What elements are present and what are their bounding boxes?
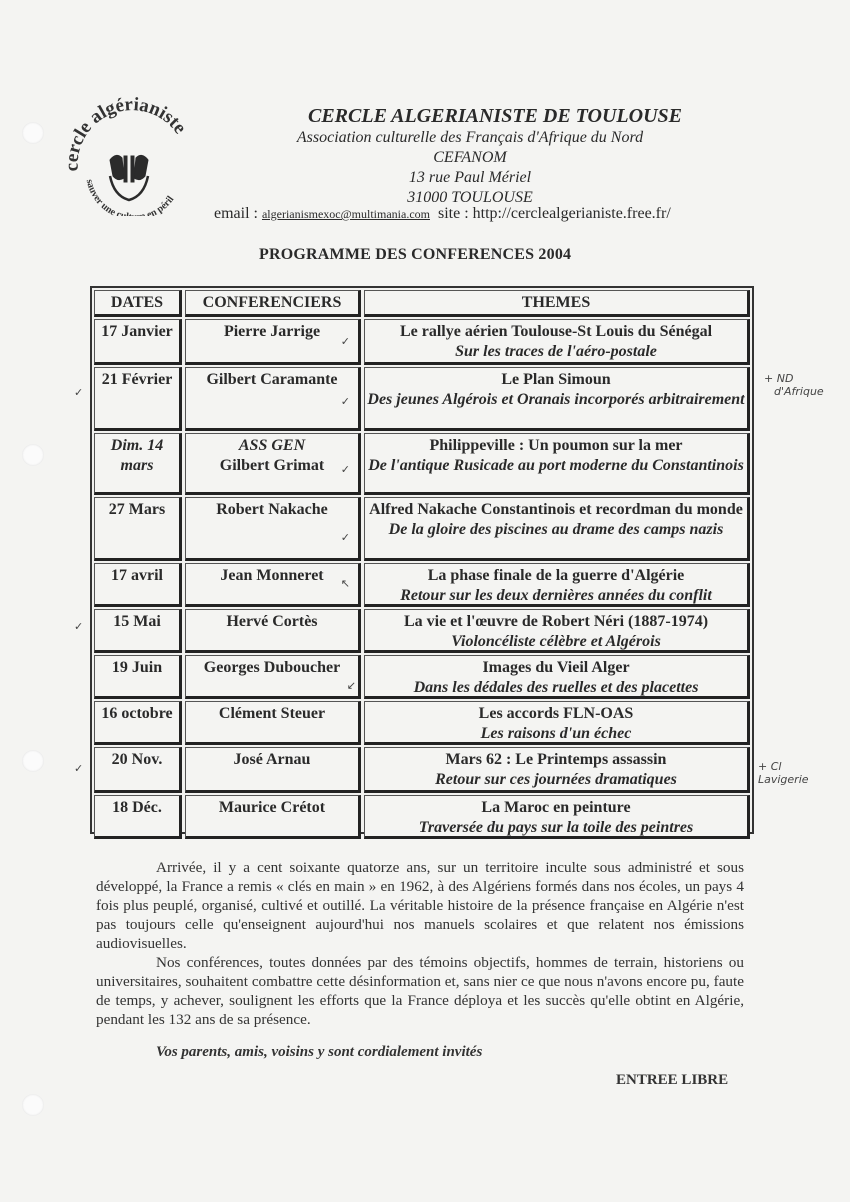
theme-cell: Le rallye aérien Toulouse-St Louis du Sénégal Sur les traces de l'aéro-postale — [364, 319, 750, 365]
date-cell: 27 Mars — [94, 497, 182, 561]
street-address: 13 rue Paul Mériel — [408, 169, 532, 186]
table-row — [94, 319, 750, 365]
site-link[interactable]: http://cerclealgerianiste.free.fr/ — [472, 205, 671, 222]
check-mark-icon: ✓ — [340, 464, 350, 476]
subtheme: Des jeunes Algérois et Oranais incorporés arbitrairement — [367, 391, 745, 408]
organization-title: CERCLE ALGERIANISTE DE TOULOUSE — [308, 105, 682, 127]
hand-feet-emblem-icon — [110, 155, 148, 200]
speaker-cell: Jean Monneret ↖ — [185, 563, 361, 607]
theme-cell: Alfred Nakache Constantinois et recordman du monde De la gloire des piscines au drame des camps nazis — [364, 497, 750, 561]
date-cell: 19 Juin — [94, 655, 182, 699]
invitation-line: Vos parents, amis, voisins y sont cordialement invités — [156, 1044, 483, 1060]
contact-line — [214, 205, 671, 223]
letterhead — [200, 104, 740, 208]
speaker-cell: Hervé Cortès — [185, 609, 361, 653]
margin-check-icon: ✓ — [74, 387, 84, 399]
logo-top-text: cercle algérianiste — [61, 96, 191, 172]
email-link[interactable]: algerianismexoc@multimania.com — [261, 207, 430, 221]
svg-text:sauver une culture en péril — [84, 178, 177, 216]
arrow-mark-icon: ↙ — [346, 680, 356, 692]
theme-cell: Mars 62 : Le Printemps assassin Retour sur ces journées dramatiques — [364, 747, 750, 793]
theme-cell: Les accords FLN-OAS Les raisons d'un échec — [364, 701, 750, 745]
check-mark-icon: ✓ — [340, 396, 350, 408]
theme-cell: Images du Vieil Alger Dans les dédales des ruelles et des placettes — [364, 655, 750, 699]
punch-hole — [22, 444, 44, 466]
table-row — [94, 497, 750, 561]
speaker-note: ASS GEN — [238, 437, 306, 454]
speaker-cell: ASS GEN Gilbert Grimat ✓ — [185, 433, 361, 495]
paragraph: Arrivée, il y a cent soixante quatorze ans, sur un territoire inculte sous administré et sous développé, la France a remis « clés en main » en 1962, à des Algériens formés dans nos écoles, un pays 4 fois plus peuplé, organisé, cultivé et outillé. La véritable histoire de la présence française en Algérie n'est pas toujours celle qu'enseignent aujourd'hui nos manuels scolaires et que relatent nos émissions audiovisuelles. — [96, 859, 744, 952]
date-cell: Dim. 14 mars — [94, 433, 182, 495]
free-entry-notice: ENTREE LIBRE — [616, 1072, 729, 1088]
subtheme: Retour sur ces journées dramatiques — [435, 771, 677, 788]
punch-hole — [22, 122, 44, 144]
date-cell: 17 Janvier — [94, 319, 182, 365]
subtheme: Dans les dédales des ruelles et des placettes — [413, 679, 699, 696]
speaker-cell: Pierre Jarrige ✓ — [185, 319, 361, 365]
theme-cell: Le Plan Simoun Des jeunes Algérois et Oranais incorporés arbitrairement — [364, 367, 750, 431]
logo — [58, 96, 198, 216]
table-row — [94, 367, 750, 431]
punch-hole — [22, 750, 44, 772]
table-row — [94, 655, 750, 699]
speaker-cell: Gilbert Caramante ✓ — [185, 367, 361, 431]
margin-check-icon: ✓ — [74, 621, 84, 633]
email-label: email : — [214, 205, 258, 222]
subtheme: Sur les traces de l'aéro-postale — [455, 343, 657, 360]
theme-cell: La phase finale de la guerre d'Algérie Retour sur les deux dernières années du conflit — [364, 563, 750, 607]
speaker-cell: Maurice Crétot — [185, 795, 361, 839]
table-row — [94, 563, 750, 607]
table-row — [94, 701, 750, 745]
site-label: site : — [437, 205, 469, 222]
table-row — [94, 609, 750, 653]
subtheme: De l'antique Rusicade au port moderne du Constantinois — [368, 457, 744, 474]
date-cell: 18 Déc. — [94, 795, 182, 839]
date-cell: 16 octobre — [94, 701, 182, 745]
subtheme: De la gloire des piscines au drame des camps nazis — [388, 521, 724, 538]
date-cell: 21 Février — [94, 367, 182, 431]
body-text — [96, 858, 744, 1029]
table-row — [94, 433, 750, 495]
date-cell: 20 Nov. — [94, 747, 182, 793]
subtheme: Les raisons d'un échec — [480, 725, 632, 742]
handwritten-note: + Cl Lavigerie — [758, 760, 809, 786]
speaker-cell: José Arnau — [185, 747, 361, 793]
paragraph: Nos conférences, toutes données par des témoins objectifs, hommes de terrain, historiens ou universitaires, souhaitent combattre cette désinformation et, sans nier ce que nous n'avons encore pu, faute de temps, y achever, soulignent les efforts que la France déploya et les succès qu'elle obtint en Algérie, pendant les 132 ans de sa présence. — [96, 954, 744, 1028]
date-cell: 17 avril — [94, 563, 182, 607]
organization-acronym: CEFANOM — [433, 149, 507, 166]
check-mark-icon: ✓ — [340, 336, 350, 348]
subtheme: Traversée du pays sur la toile des peintres — [418, 819, 694, 836]
programme-title: PROGRAMME DES CONFERENCES 2004 — [259, 246, 572, 263]
handwritten-note: + ND d'Afrique — [764, 372, 824, 398]
theme-cell: La Maroc en peinture Traversée du pays sur la toile des peintres — [364, 795, 750, 839]
punch-hole — [22, 1094, 44, 1116]
logo-emblem-icon — [58, 96, 198, 216]
speaker-cell: Georges Duboucher ↙ — [185, 655, 361, 699]
subtheme: Retour sur les deux dernières années du conflit — [400, 587, 712, 604]
date-cell: 15 Mai — [94, 609, 182, 653]
speaker-cell: Clément Steuer — [185, 701, 361, 745]
margin-check-icon: ✓ — [74, 763, 84, 775]
check-mark-icon: ✓ — [340, 532, 350, 544]
theme-cell: La vie et l'œuvre de Robert Néri (1887-1974) Violoncéliste célèbre et Algérois — [364, 609, 750, 653]
column-header-dates: DATES — [94, 290, 182, 317]
column-header-themes: THEMES — [364, 290, 750, 317]
logo-bottom-text: sauver une c en péril — [83, 178, 177, 216]
column-header-speakers: CONFERENCIERS — [185, 290, 361, 317]
city-address: 31000 TOULOUSE — [407, 189, 533, 206]
theme-cell: Philippeville : Un poumon sur la mer De l'antique Rusicade au port moderne du Constantinois — [364, 433, 750, 495]
table-row — [94, 795, 750, 839]
speaker-cell: Robert Nakache ✓ — [185, 497, 361, 561]
conference-table — [90, 286, 754, 834]
table-header-row — [94, 290, 750, 317]
arrow-mark-icon: ↖ — [340, 578, 350, 590]
table-row — [94, 747, 750, 793]
organization-subtitle: Association culturelle des Français d'Afrique du Nord — [296, 129, 644, 146]
subtheme: Violoncéliste célèbre et Algérois — [451, 633, 661, 650]
